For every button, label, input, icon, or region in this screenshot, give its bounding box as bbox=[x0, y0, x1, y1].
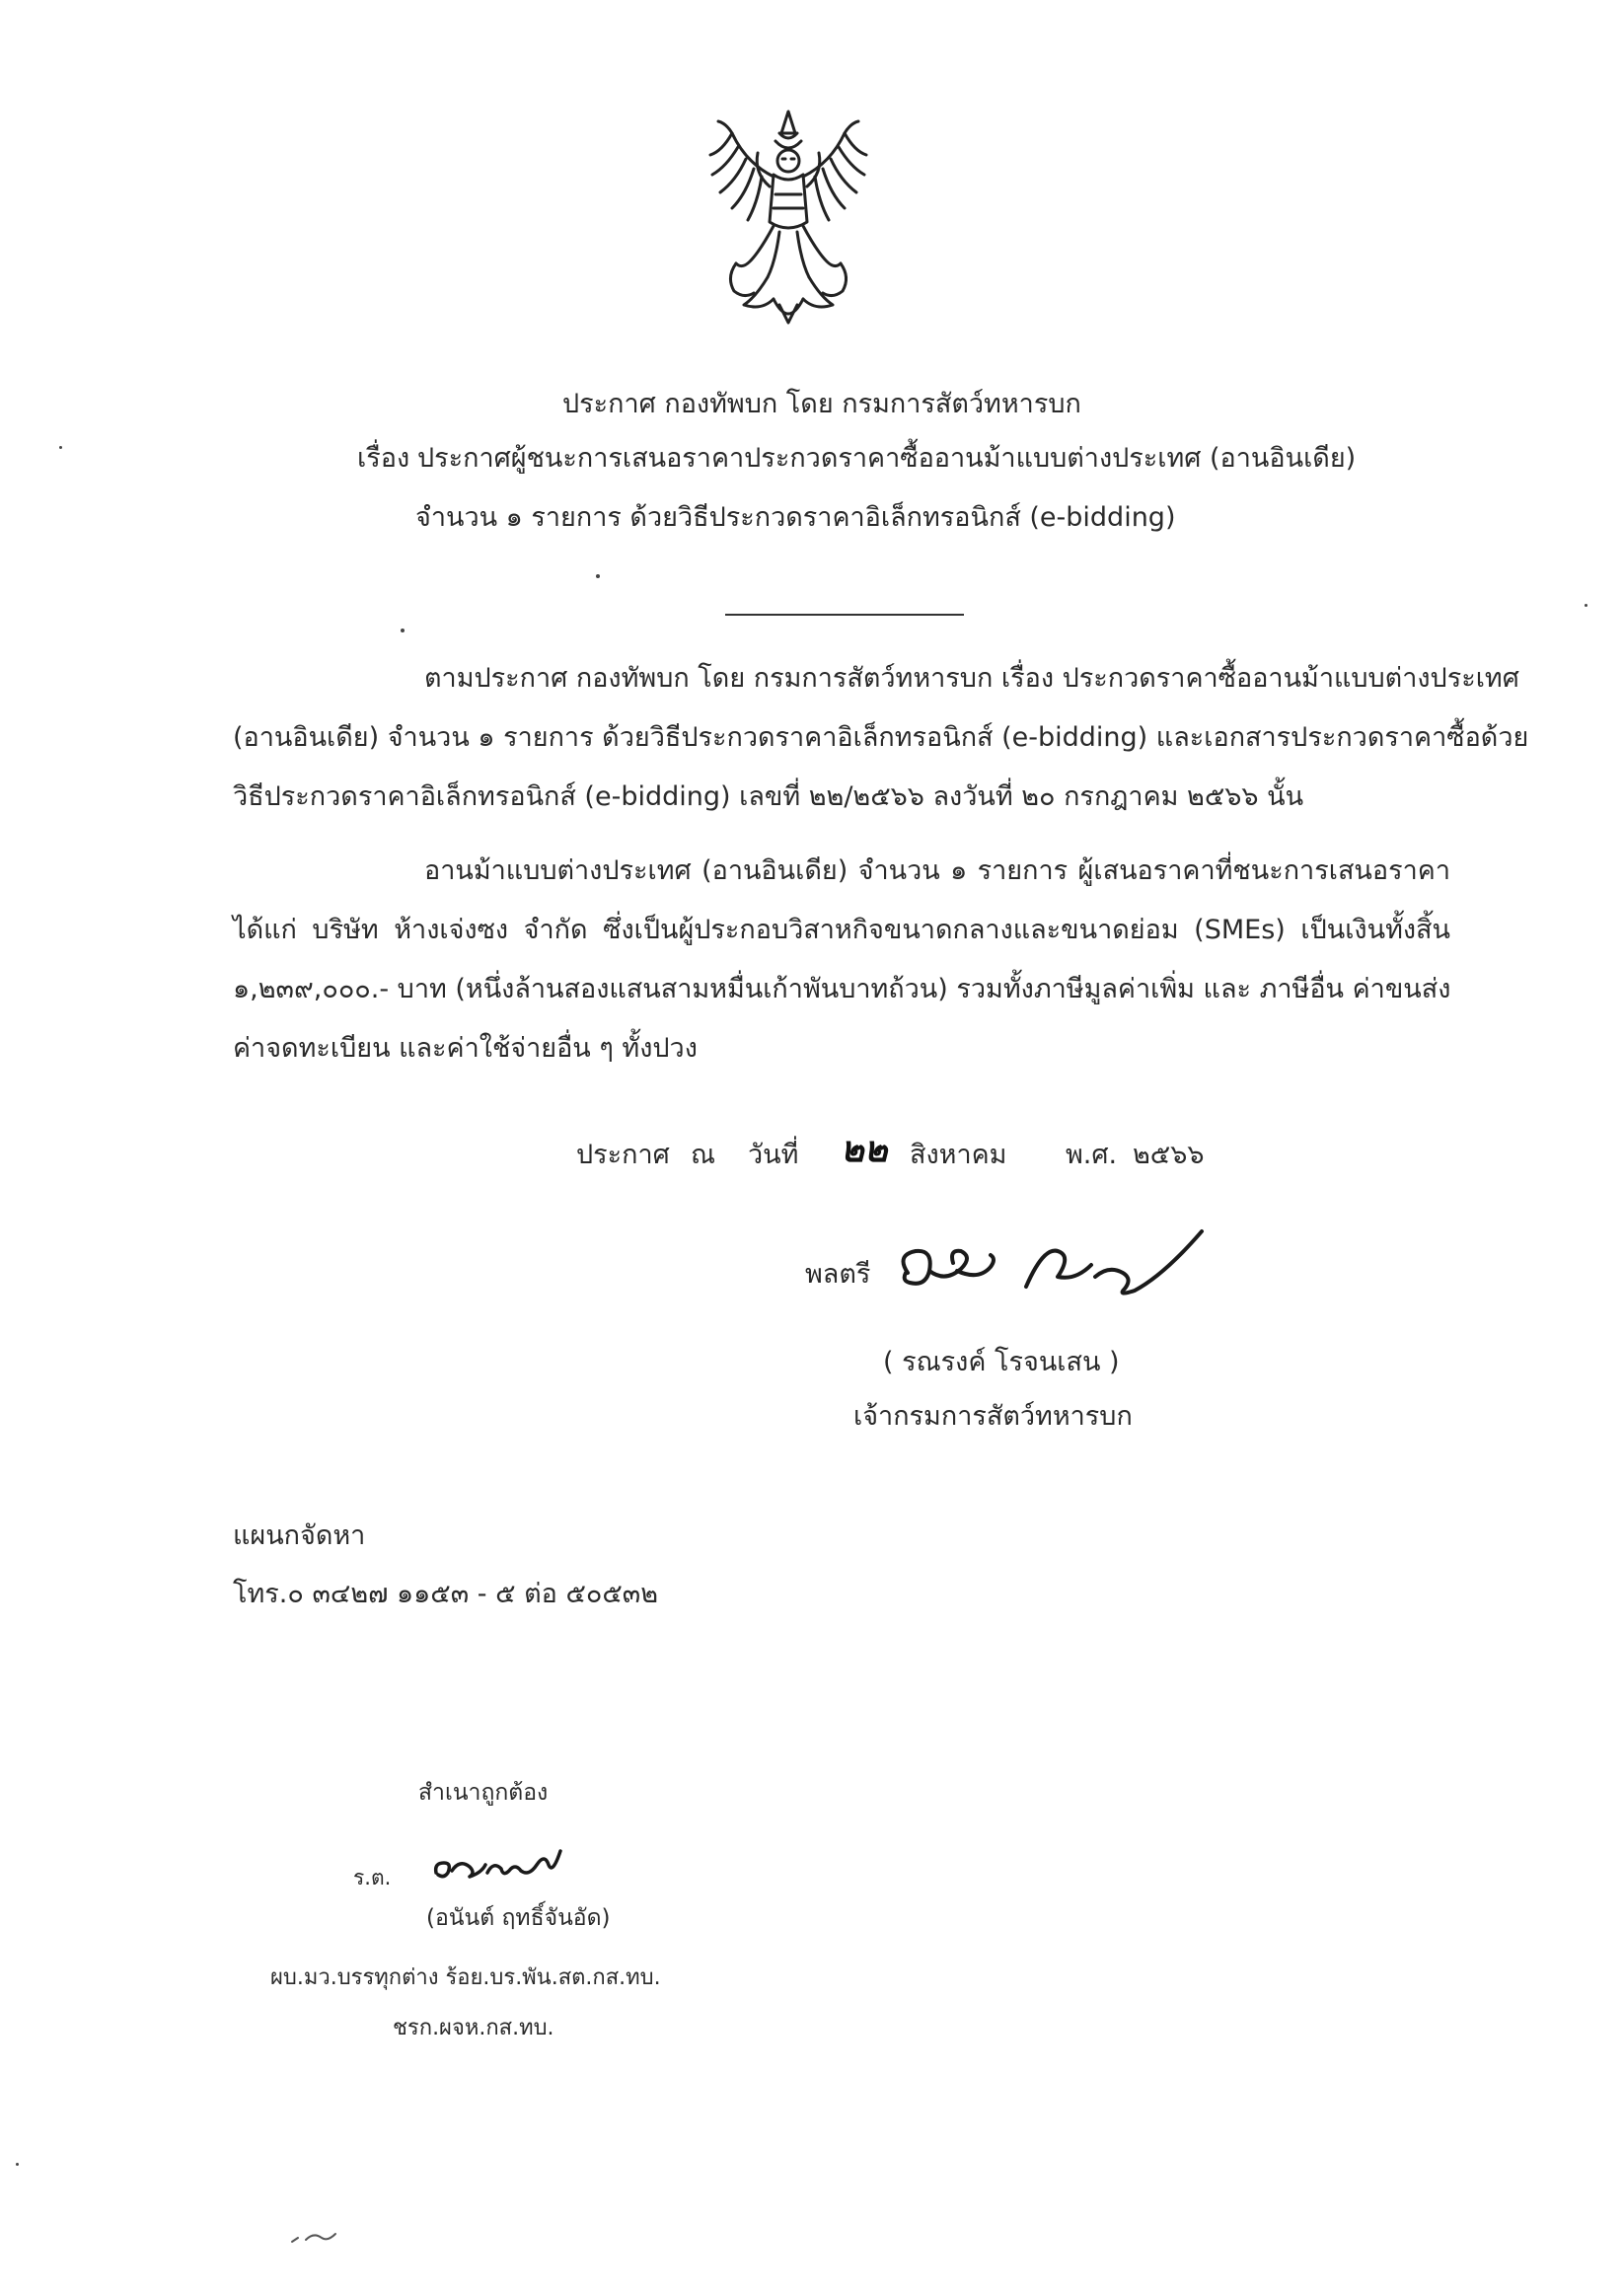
at-label: ณ bbox=[691, 1140, 716, 1170]
contact-phone: โทร.๐ ๓๔๒๗ ๑๑๕๓ - ๕ ต่อ ๕๐๕๓๒ bbox=[233, 1579, 659, 1609]
paragraph-1-line-3: วิธีประกวดราคาอิเล็กทรอนิกส์ (e-bidding) เลขที่ ๒๒/๒๕๖๖ ลงวันที่ ๒๐ กรกฎาคม ๒๕๖๖ นั้น bbox=[233, 781, 1304, 812]
certified-name: (อนันต์ ฤทธิ์จันอัด) bbox=[426, 1905, 611, 1931]
contact-unit: แผนกจัดหา bbox=[233, 1520, 366, 1551]
signatory-position: เจ้ากรมการสัตว์ทหารบก bbox=[853, 1401, 1133, 1432]
subject-label: เรื่อง bbox=[357, 443, 410, 474]
certified-position-line-1: ผบ.มว.บรรทุกต่าง ร้อย.บร.พัน.สต.กส.ทบ. bbox=[270, 1965, 661, 1990]
day-label: วันที่ bbox=[748, 1140, 799, 1170]
scan-speck bbox=[596, 574, 600, 578]
paragraph-1-line-2: (อานอินเดีย) จำนวน ๑ รายการ ด้วยวิธีประกวดราคาอิเล็กทรอนิกส์ (e-bidding) และเอกสารประกวดราคาซื้อด้วย bbox=[233, 722, 1529, 753]
announcement-title: ประกาศ กองทัพบก โดย กรมการสัตว์ทหารบก bbox=[562, 389, 1081, 419]
signature-mark bbox=[888, 1212, 1214, 1310]
certified-title: สำเนาถูกต้อง bbox=[418, 1780, 549, 1806]
certified-rank: ร.ต. bbox=[353, 1866, 392, 1889]
year: ๒๕๖๖ bbox=[1133, 1140, 1205, 1170]
paragraph-2-line-2: ได้แก่ บริษัท ห้างเจ่งซง จำกัด ซึ่งเป็นผู้ประกอบวิสาหกิจขนาดกลางและขนาดย่อม (SMEs) เป็นเงินทั้งสิ้น bbox=[233, 915, 1450, 945]
scan-speck bbox=[401, 629, 405, 632]
paragraph-2-line-1: อานม้าแบบต่างประเทศ (อานอินเดีย) จำนวน ๑ รายการ ผู้เสนอราคาที่ชนะการเสนอราคา bbox=[424, 855, 1450, 886]
paragraph-1-line-1: ตามประกาศ กองทัพบก โดย กรมการสัตว์ทหารบก เรื่อง ประกวดราคาซื้ออานม้าแบบต่างประเทศ bbox=[424, 663, 1519, 694]
subject-line-1: ประกาศผู้ชนะการเสนอราคาประกวดราคาซื้ออานม้าแบบต่างประเทศ (อานอินเดีย) bbox=[417, 443, 1357, 474]
year-label: พ.ศ. bbox=[1066, 1140, 1118, 1170]
announce-label: ประกาศ bbox=[576, 1140, 670, 1170]
signatory-rank: พลตรี bbox=[805, 1259, 871, 1290]
paragraph-2-line-4: ค่าจดทะเบียน และค่าใช้จ่ายอื่น ๆ ทั้งปวง bbox=[233, 1033, 698, 1064]
scan-smudge bbox=[288, 2228, 347, 2248]
day-handwritten: ๒๒ bbox=[841, 1130, 888, 1170]
scan-speck bbox=[16, 2163, 19, 2166]
header-divider bbox=[725, 614, 964, 616]
subject-line-2: จำนวน ๑ รายการ ด้วยวิธีประกวดราคาอิเล็กทรอนิกส์ (e-bidding) bbox=[415, 502, 1176, 533]
signatory-name: ( รณรงค์ โรจนเสน ) bbox=[883, 1347, 1120, 1377]
garuda-emblem-icon bbox=[697, 104, 880, 333]
month: สิงหาคม bbox=[910, 1140, 1007, 1170]
paragraph-2-line-3: ๑,๒๓๙,๐๐๐.- บาท (หนึ่งล้านสองแสนสามหมื่นเก้าพันบาทถ้วน) รวมทั้งภาษีมูลค่าเพิ่ม และ ภาษีอื่น ค่าขนส่ง bbox=[233, 974, 1451, 1004]
scan-speck bbox=[1585, 604, 1587, 607]
scan-speck bbox=[59, 446, 62, 449]
certified-position-line-2: ชรก.ผจห.กส.ทบ. bbox=[393, 2016, 554, 2040]
certifier-signature-mark bbox=[430, 1843, 568, 1889]
